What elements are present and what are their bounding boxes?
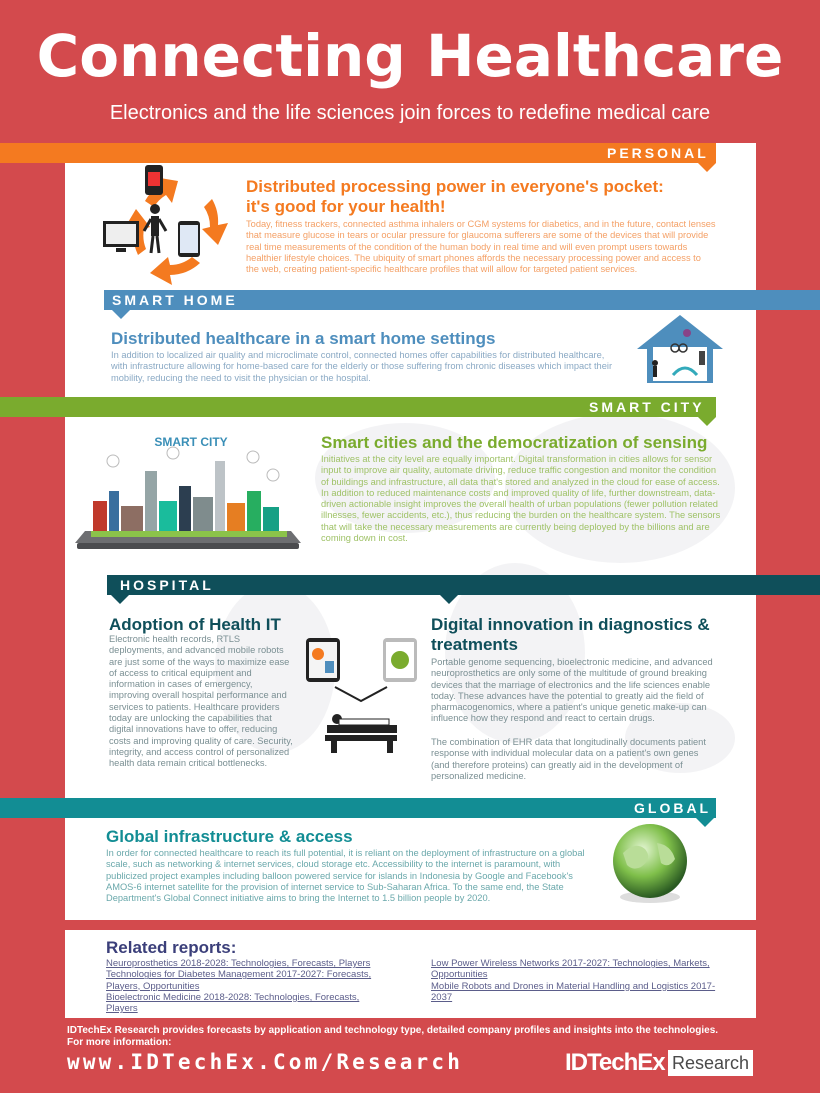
smart-home-body: In addition to localized air quality and microclimate control, connected homes offer capabilities for distributed healthcare, with infrastructure allowing for home-based care for the elderly or those suffering from chronic diseases which impact their mobility, reducing the need to visit the physician or the hospital.	[111, 350, 613, 383]
hospital-band-notch	[111, 595, 129, 604]
hospital-band-notch	[440, 595, 458, 604]
personal-body: Today, fitness trackers, connected asthma inhalers or CGM systems for diabetics, and in the future, contact lenses that measure glucose in tears or ocular pressure for glaucoma sufferers are some of the devices that will provide real time measurements of the condition of the human body in real time and will even prompt users towards healthier lifestyle choices. The ubiquity of smart phones affords the necessary processing power and access to the web, creating patient-specific healthcare profiles that will allow for targeted patient services.	[246, 219, 716, 275]
personal-band-label: PERSONAL	[607, 145, 709, 161]
global-band-notch	[696, 818, 714, 827]
smart-city-image-title: SMART CITY	[154, 435, 228, 449]
smart-city-body: Initiatives at the city level are equally important. Digital transformation in cities allows for sensor input to improve air quality, automate driving, reduce traffic congestion and monitor the condition of buildings and infrastructure, all data that's stored and analyzed in the cloud for ease of access. In addition to reduced maintenance costs and improved quality of life, further downstream, data-driven actionable insight improves the overall health of urban populations (fewer pollution related illnesses, fewer accidents, etc.), thus reducing the burden on the healthcare system. The sensors that will take the necessary measurements are currently being deployed by the billions and are coming down in cost.	[321, 454, 721, 544]
report-link[interactable]: Mobile Robots and Drones in Material Handling and Logistics 2017-2037	[431, 980, 716, 1003]
personal-heading	[246, 177, 736, 217]
personal-heading-line1: Distributed processing power in everyone's pocket:	[246, 177, 664, 196]
smart-home-band-notch	[112, 310, 130, 319]
personal-heading-line2: it's good for your health!	[246, 197, 446, 216]
smart-city-illustration	[73, 431, 301, 563]
global-band-label: GLOBAL	[634, 800, 712, 816]
hospital-right-body-2: The combination of EHR data that longitudinally documents patient response with individual molecular data on a patient's own genes (and therefore proteins) can greatly aid in the development of personalized medicine.	[431, 737, 706, 781]
hospital-illustration	[303, 635, 423, 759]
smart-home-illustration	[635, 313, 725, 385]
global-band	[0, 798, 716, 818]
hospital-left-heading: Adoption of Health IT	[109, 615, 281, 634]
smart-home-heading: Distributed healthcare in a smart home settings	[111, 329, 496, 348]
globe-icon	[605, 819, 695, 909]
smart-city-band-notch	[698, 417, 716, 426]
footer-url-link[interactable]: www.IDTechEx.Com/Research	[67, 1050, 464, 1074]
smart-home-band-label: SMART HOME	[112, 292, 238, 308]
report-link[interactable]: Bioelectronic Medicine 2018-2028: Technologies, Forecasts, Players	[106, 991, 360, 1015]
report-link[interactable]: Neuroprosthetics 2018-2028: Technologies, Forecasts, Players	[106, 958, 371, 969]
footer-note-line1: IDTechEx Research provides forecasts by application and technology type, detailed company profiles and insights into the technologies.	[67, 1025, 719, 1036]
smart-city-band-label: SMART CITY	[589, 399, 705, 415]
related-reports-heading: Related reports:	[106, 938, 237, 957]
hospital-right-heading: Digital innovation in diagnostics & treatments	[431, 615, 710, 654]
hospital-band	[107, 575, 820, 595]
research-logo-box: Research	[668, 1050, 753, 1076]
personal-band-notch	[698, 163, 716, 172]
smart-home-band	[104, 290, 820, 310]
page-subtitle: Electronics and the life sciences join forces to redefine medical care	[109, 102, 711, 124]
smart-city-band	[0, 397, 716, 417]
related-links-right	[431, 958, 721, 1003]
hospital-band-label: HOSPITAL	[120, 577, 214, 593]
idtechex-logo: IDTechEx	[565, 1049, 665, 1076]
footer-note-line2: For more information:	[67, 1037, 172, 1048]
report-link[interactable]: Technologies for Diabetes Management 2017-2027: Forecasts, Players, Opportunities	[106, 969, 372, 992]
personal-devices-illustration	[100, 163, 240, 288]
hospital-right-body-1: Portable genome sequencing, bioelectronic medicine, and advanced neuroprosthetics are only some of the multitude of ground breaking devices that the marriage of electronics and the life sciences enable today. These advances have the potential to greatly aid the field of pharmacogenomics, where a patient's unique genetic make-up can influence how they respond and react to certain drugs.	[431, 657, 713, 724]
report-link[interactable]: Low Power Wireless Networks 2017-2027: Technologies, Markets, Opportunities	[431, 958, 710, 981]
hospital-left-body: Electronic health records, RTLS deployments, and advanced mobile robots are just some of the ways to maximize ease of access to critical equipment and information in cases of emergency, improving overall hospital performance and services to patients. Healthcare providers today are unlocking the capabilities that digital innovations have to offer, reducing costs and improving quality of care. Security, integrity, and access control of personalized health data remain critical bottlenecks.	[109, 634, 293, 769]
related-reports-panel	[65, 930, 756, 1018]
global-body: In order for connected healthcare to reach its full potential, it is reliant on the deployment of infrastructure on a global scale, such as networking & internet services, cloud storage etc. Accessibility to the internet is paramount, with publicized project examples including balloon powered service for islands in Indonesia by Google and Facebook's AMOS-6 internet satellite for the provision of internet service to Sub-Saharan Africa. To the same end, the State Department's Global Connect initiative aims to bring the Internet to 1.5 billion people by 2020.	[106, 848, 585, 904]
footer-note	[67, 1025, 718, 1049]
related-links-left	[106, 958, 391, 1014]
personal-band	[0, 143, 716, 163]
global-heading: Global infrastructure & access	[106, 827, 353, 846]
smart-city-heading: Smart cities and the democratization of sensing	[321, 433, 708, 452]
page-title: Connecting Healthcare	[36, 22, 784, 90]
